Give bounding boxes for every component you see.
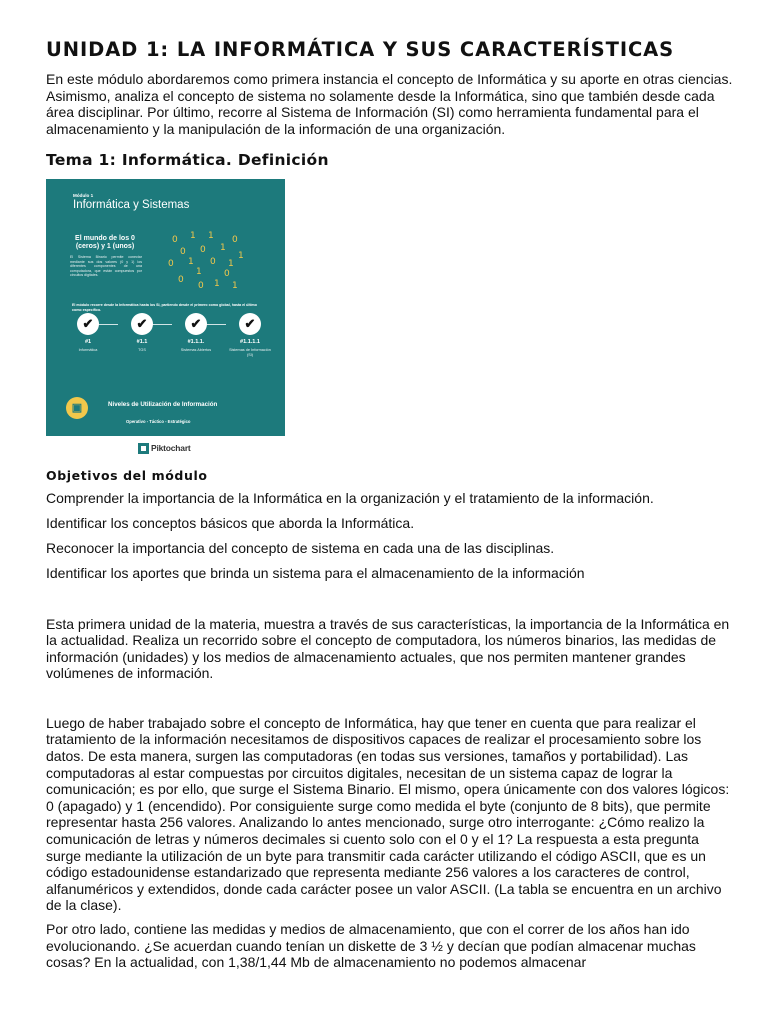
step-label: Sistemas de Información (SI) bbox=[229, 348, 271, 357]
levels-title: Niveles de Utilización de Información bbox=[108, 401, 218, 409]
check-icon: ✔ bbox=[239, 313, 261, 335]
objective-item: Reconocer la importancia del concepto de sistema en cada una de las disciplinas. bbox=[46, 539, 555, 556]
step-number: #1.1 bbox=[136, 339, 148, 346]
levels-subtitle: Operativo - Táctico - Estratégico bbox=[126, 419, 191, 425]
binary-digit: 1 bbox=[214, 279, 220, 290]
intro-paragraph: En este módulo abordaremos como primera instancia el concepto de Informática y su aporte en otras ciencias. Asimismo, analiza el concepto de sistema no solamente desde la Informática, sino que también desde cada área disciplinar. Por último, recorre al Sistema de Información (SI) como herramienta fundamental para el almacenamiento y la manipulación de la información de una organización. bbox=[46, 71, 733, 137]
topic-title: Tema 1: Informática. Definición bbox=[46, 151, 329, 170]
objective-item: Identificar los conceptos básicos que aborda la Informática. bbox=[46, 515, 415, 532]
infographic bbox=[46, 179, 285, 436]
binary-digit: 0 bbox=[232, 235, 238, 246]
infographic-binary-text: El Sistema Binario permite conectar mediante sus dos valores (0 y 1) los diferentes componentes de una computadora, que están compuestos por circuitos digitales. bbox=[70, 255, 142, 277]
binary-digit: 0 bbox=[200, 245, 206, 256]
objectives-title: Objetivos del módulo bbox=[46, 468, 208, 484]
step-label: Informática bbox=[78, 348, 98, 353]
step-number: #1.1.1. bbox=[187, 339, 205, 346]
binary-digit: 1 bbox=[208, 231, 214, 242]
binary-digit: 0 bbox=[168, 259, 174, 270]
document-page bbox=[46, 38, 736, 971]
step-number: #1.1.1.1 bbox=[240, 339, 260, 346]
step-item bbox=[228, 313, 272, 357]
piktochart-logo bbox=[138, 440, 736, 456]
binary-digit: 0 bbox=[224, 269, 230, 280]
infographic-route-text: El módulo recorre desde la Informática hasta los SI, partiendo desde el primero como global, hasta el último como específico. bbox=[72, 303, 257, 312]
check-icon: ✔ bbox=[185, 313, 207, 335]
body-paragraph-2: Luego de haber trabajado sobre el concepto de Informática, hay que tener en cuenta que para realizar el tratamiento de la información necesitamos de dispositivos capaces de realizar el procesamiento sobre los datos. De esta manera, surgen las computadoras (en todas sus versiones, tamaños y portabilidad). Las computadoras al estar compuestas por circuitos digitales, necesitan de un sistema capaz de lograr la comunicación; es por ello, que surge el Sistema Binario. El mismo, opera únicamente con dos valores lógicos: 0 (apagado) y 1 (encendido). Por consiguiente surge como medida el byte (conjunto de 8 bits), que permite representar hasta 256 valores. Analizando lo antes mencionado, surge otro interrogante: ¿Cómo realizo la comunicación de letras y números decimales si cuento solo con el 0 y el 1? La respuesta a esta pregunta surge mediante la utilización de un byte para transmitir cada carácter utilizando el código ASCII, que es un código estadounidense estandarizado que representa mediante 256 valores a los caracteres de control, alfanuméricos y extendidos, donde cada carácter posee un valor ASCII. (La tabla se encuentra en un archivo de la clase). bbox=[46, 714, 730, 914]
binary-digits-graphic bbox=[166, 231, 246, 303]
objective-item: Comprender la importancia de la Informática en la organización y el tratamiento de la información. bbox=[46, 490, 654, 507]
infographic-module-title: Informática y Sistemas bbox=[73, 199, 190, 212]
binary-digit: 0 bbox=[180, 247, 186, 258]
binary-digit: 0 bbox=[210, 257, 216, 268]
binary-digit: 1 bbox=[196, 267, 202, 278]
binary-digit: 0 bbox=[178, 275, 184, 286]
binary-digit: 1 bbox=[188, 257, 194, 268]
step-item bbox=[66, 313, 110, 352]
step-item bbox=[174, 313, 218, 352]
step-label: TGS bbox=[138, 348, 146, 353]
piktochart-icon bbox=[138, 443, 149, 454]
body-paragraph-3: Por otro lado, contiene las medidas y medios de almacenamiento, que con el correr de los años han ido evolucionando. ¿Se acuerdan cuando tenían un diskette de 3 ½ y decían que podían almacenar muchas cosas? En la actualidad, con 1,38/1,44 Mb de almacenamiento no podemos almacenar bbox=[46, 921, 696, 971]
body-paragraph-1: Esta primera unidad de la materia, muestra a través de sus características, la importancia de la Informática en la actualidad. Realiza un recorrido sobre el concepto de computadora, los números binarios, las medidas de información (unidades) y los medios de almacenamiento actuales, que nos permiten mantener grandes volúmenes de información. bbox=[46, 615, 730, 682]
objective-item: Identificar los aportes que brinda un sistema para el almacenamiento de la información bbox=[46, 564, 585, 581]
infographic-module-label: Módulo 1 bbox=[73, 193, 94, 199]
monitor-icon: ▣ bbox=[66, 397, 88, 419]
step-item bbox=[120, 313, 164, 352]
binary-digit: 1 bbox=[220, 243, 226, 254]
binary-digit: 1 bbox=[232, 281, 238, 292]
binary-digit: 1 bbox=[228, 259, 234, 270]
binary-digit: 0 bbox=[172, 235, 178, 246]
check-icon: ✔ bbox=[131, 313, 153, 335]
binary-digit: 1 bbox=[238, 251, 244, 262]
piktochart-brand: Piktochart bbox=[151, 443, 191, 454]
infographic-binary-title: El mundo de los 0 (ceros) y 1 (unos) bbox=[75, 235, 135, 251]
step-number: #1 bbox=[84, 339, 92, 346]
step-label: Sistemas Abiertos bbox=[180, 348, 212, 353]
check-icon: ✔ bbox=[77, 313, 99, 335]
unit-title: UNIDAD 1: LA INFORMÁTICA Y SUS CARACTERÍSTICAS bbox=[46, 38, 675, 61]
binary-digit: 0 bbox=[198, 281, 204, 292]
binary-digit: 1 bbox=[190, 231, 196, 242]
